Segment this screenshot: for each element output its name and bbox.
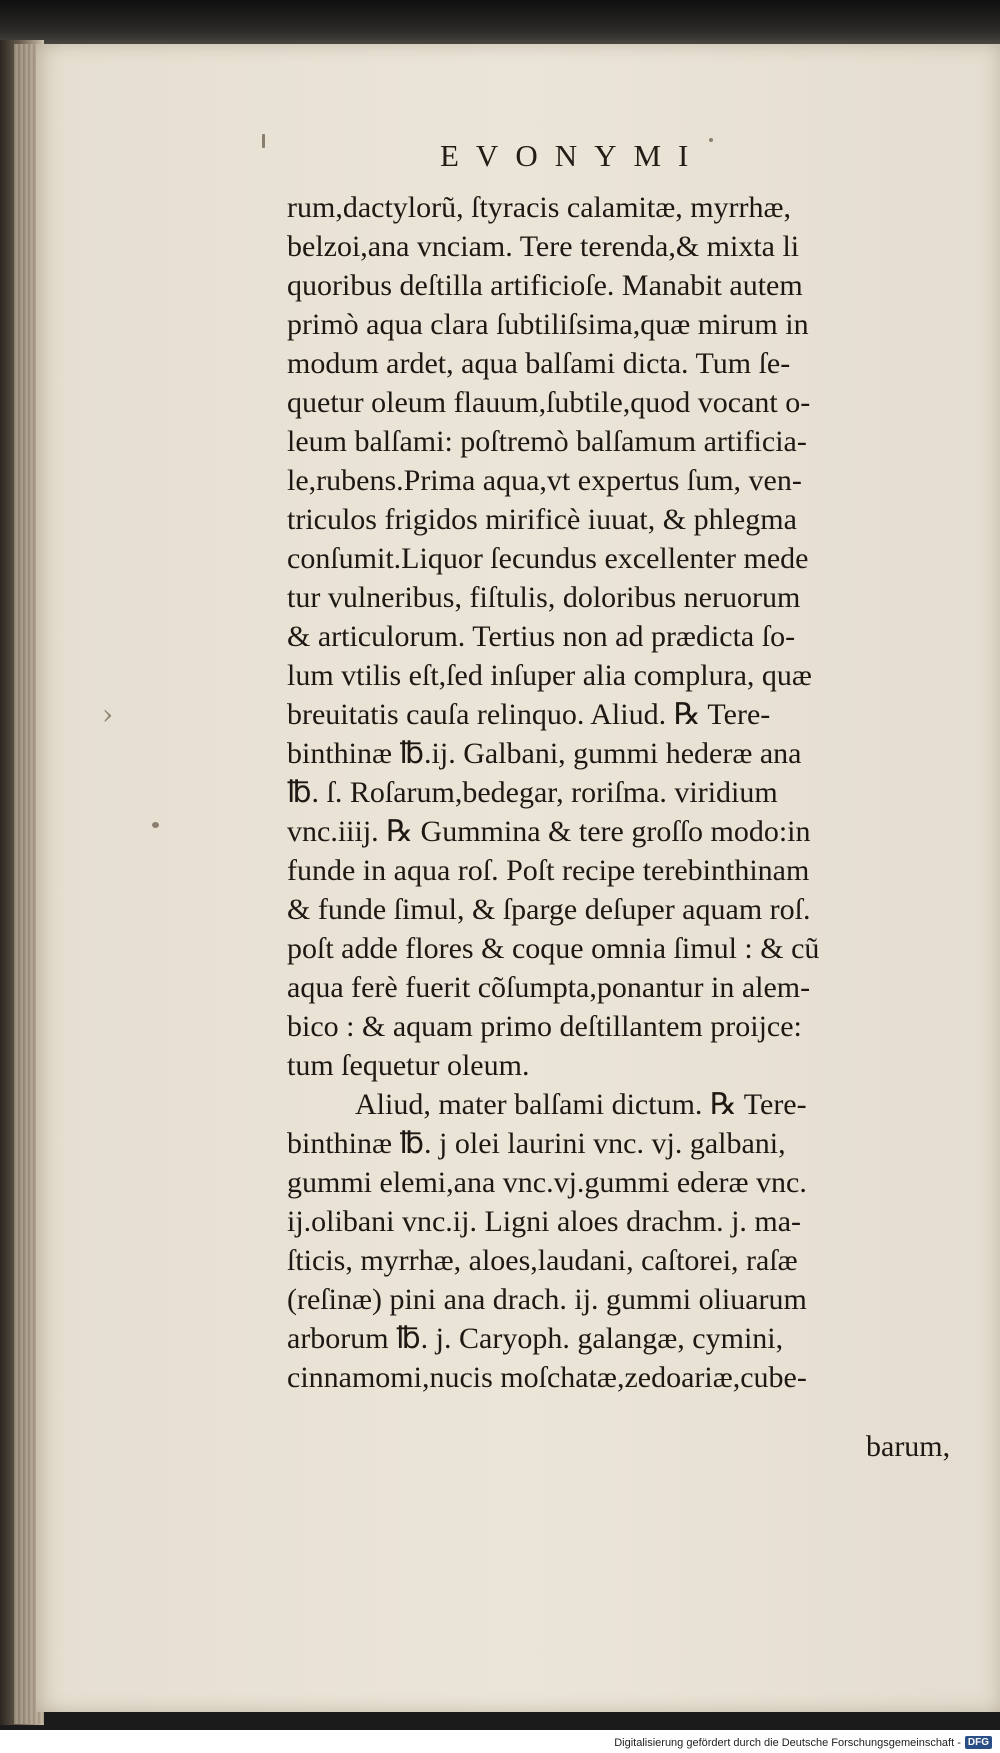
text-line: ℔. ſ. Roſarum,bedegar, roriſma. viridium (287, 776, 778, 809)
text-line: leum balſami: poſtremò balſamum artificia- (287, 425, 807, 458)
text-line: quoribus deſtilla artificioſe. Manabit autem (287, 269, 803, 302)
margin-mark: › (102, 698, 114, 731)
text-line: tur vulneribus, fiſtulis, doloribus neruorum (287, 581, 801, 614)
text-line: arborum ℔. j. Caryoph. galangæ, cymini, (287, 1322, 784, 1355)
text-line: breuitatis cauſa relinquo. Aliud. ℞ Tere- (287, 698, 771, 731)
text-line: cinnamomi,nucis moſchatæ,zedoariæ,cube- (287, 1361, 807, 1394)
credit-text: Digitalisierung gefördert durch die Deutsche Forschungsgemeinschaft - (614, 1736, 961, 1749)
text-line: quetur oleum flauum,ſubtile,quod vocant o- (287, 386, 811, 419)
text-line: aqua ferè fuerit cõſumpta,ponantur in alem- (287, 971, 811, 1004)
body-text (287, 188, 977, 1397)
text-line: funde in aqua roſ. Poſt recipe terebinthinam (287, 854, 810, 887)
text-line: triculos frigidos mirificè iuuat, & phlegma (287, 503, 797, 536)
catchword: barum, (866, 1430, 951, 1463)
text-line: tum ſequetur oleum. (287, 1049, 530, 1082)
ink-blemish (152, 822, 159, 828)
digitization-credit (614, 1736, 992, 1749)
ink-blemish (262, 134, 265, 148)
text-line: Aliud, mater balſami dictum. ℞ Tere- (355, 1088, 807, 1121)
text-line: gummi elemi,ana vnc.vj.gummi ederæ vnc. (287, 1166, 807, 1199)
text-line: binthinæ ℔. j olei laurini vnc. vj. galbani, (287, 1127, 786, 1160)
text-line: le,rubens.Prima aqua,vt expertus ſum, ven- (287, 464, 802, 497)
dfg-logo: DFG (965, 1736, 992, 1749)
text-line: vnc.iiij. ℞ Gummina & tere groſſo modo:in (287, 815, 811, 848)
text-line: rum,dactylorũ, ſtyracis calamitæ, myrrhæ, (287, 191, 792, 224)
ink-blemish (709, 138, 713, 142)
text-line: modum ardet, aqua balſami dicta. Tum ſe- (287, 347, 791, 380)
text-line: ij.olibani vnc.ij. Ligni aloes drachm. j. ma- (287, 1205, 802, 1238)
text-line: bico : & aquam primo deſtillantem proijce: (287, 1010, 802, 1043)
text-line: lum vtilis eſt,ſed inſuper alia complura, quæ (287, 659, 812, 692)
book-top-edge (0, 0, 1000, 44)
text-line: conſumit.Liquor ſecundus excellenter mede (287, 542, 809, 575)
text-line: ſticis, myrrhæ, aloes,laudani, caſtorei, raſæ (287, 1244, 798, 1277)
text-line: belzoi,ana vnciam. Tere terenda,& mixta li (287, 230, 800, 263)
text-line: poſt adde flores & coque omnia ſimul : & cũ (287, 932, 820, 965)
text-line: (reſinæ) pini ana drach. ij. gummi oliuarum (287, 1283, 807, 1316)
text-line: & articulorum. Tertius non ad prædicta ſo- (287, 620, 796, 653)
text-line: & funde ſimul, & ſparge deſuper aquam roſ. (287, 893, 811, 926)
text-line: primò aqua clara ſubtiliſsima,quæ mirum in (287, 308, 809, 341)
text-line: binthinæ ℔.ij. Galbani, gummi hederæ ana (287, 737, 802, 770)
running-head: EVONYMI (440, 138, 706, 173)
